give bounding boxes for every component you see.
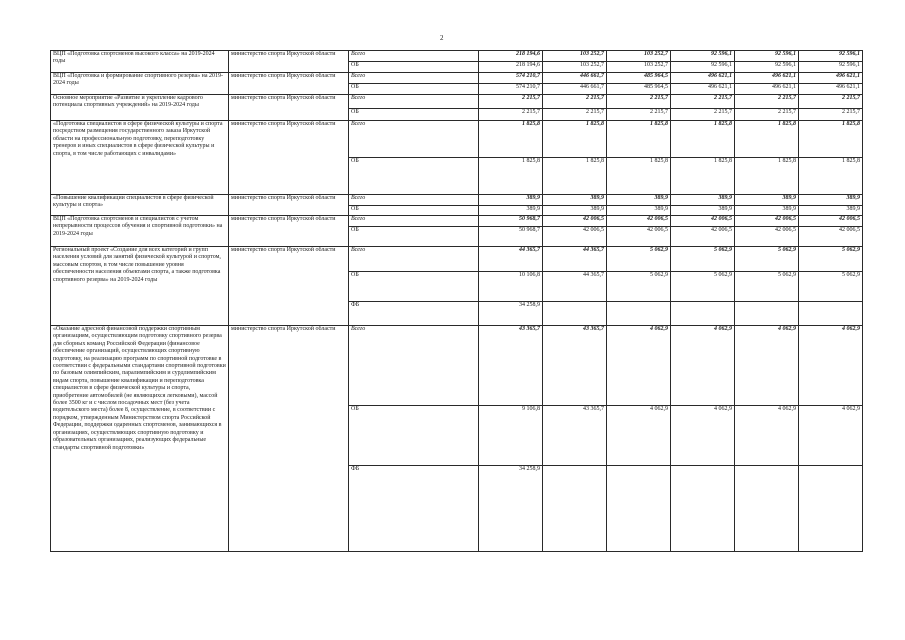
amount-cell <box>671 466 735 552</box>
amount-cell: 44 365,7 <box>479 247 543 272</box>
amount-cell: 389,9 <box>671 195 735 206</box>
funding-source-label: ОБ <box>351 84 359 90</box>
amount-cell: 1 825,8 <box>671 121 735 158</box>
responsible-executor: министерство спорта Иркутской области <box>229 326 349 552</box>
amount-cell: 50 968,7 <box>479 216 543 227</box>
funding-source <box>349 51 479 62</box>
amount-cell: 2 215,7 <box>799 95 863 109</box>
responsible-executor: министерство спорта Иркутской области <box>229 195 349 216</box>
amount-cell: 42 006,5 <box>671 227 735 247</box>
table-row <box>51 195 863 206</box>
funding-source-label: ОБ <box>351 62 359 68</box>
funding-source <box>349 206 479 216</box>
funding-source-label: ОБ <box>351 109 359 115</box>
amount-cell: 2 215,7 <box>543 109 607 121</box>
amount-cell: 1 825,8 <box>543 121 607 158</box>
amount-cell: 5 062,9 <box>735 247 799 272</box>
amount-cell: 4 062,9 <box>607 326 671 406</box>
amount-cell: 42 006,5 <box>543 216 607 227</box>
amount-cell <box>543 302 607 326</box>
program-name: «Повышение квалификации специалистов в сфере физической культуры и спорта» <box>51 195 229 216</box>
amount-cell: 2 215,7 <box>799 109 863 121</box>
amount-cell: 92 596,1 <box>671 62 735 73</box>
funding-source <box>349 73 479 84</box>
program-name: Региональный проект «Создание для всех категорий и групп населения условий для занятий физической культурой и спортом, массовым спортом, в том числе повышение уровня обеспеченности населения объектами спорта, а также подготовка спортивного резерва» на 2019-2024 годы <box>51 247 229 326</box>
amount-cell: 4 062,9 <box>735 326 799 406</box>
amount-cell: 446 661,7 <box>543 73 607 84</box>
funding-source-label: ФБ <box>351 466 360 472</box>
amount-cell: 2 215,7 <box>671 109 735 121</box>
amount-cell: 92 596,1 <box>671 51 735 62</box>
responsible-executor: министерство спорта Иркутской области <box>229 95 349 121</box>
funding-source-label: ОБ <box>351 158 359 164</box>
funding-source <box>349 302 479 326</box>
amount-cell: 496 621,1 <box>671 84 735 95</box>
amount-cell: 496 621,1 <box>735 73 799 84</box>
amount-cell: 574 210,7 <box>479 73 543 84</box>
amount-cell: 4 062,9 <box>799 406 863 466</box>
table-row <box>51 73 863 84</box>
table-row <box>51 247 863 272</box>
program-name: Основное мероприятие «Развитие и укрепление кадрового потенциала спортивных учреждений» на 2019-2024 годы <box>51 95 229 121</box>
amount-cell: 4 062,9 <box>671 406 735 466</box>
amount-cell <box>799 302 863 326</box>
amount-cell: 42 006,5 <box>671 216 735 227</box>
funding-source <box>349 227 479 247</box>
amount-cell: 34 258,9 <box>479 302 543 326</box>
amount-cell: 5 062,9 <box>607 272 671 302</box>
amount-cell: 5 062,9 <box>671 272 735 302</box>
amount-cell: 389,9 <box>671 206 735 216</box>
amount-cell: 5 062,9 <box>607 247 671 272</box>
amount-cell: 34 258,9 <box>479 466 543 552</box>
amount-cell <box>671 302 735 326</box>
responsible-executor: министерство спорта Иркутской области <box>229 247 349 326</box>
amount-cell: 485 964,5 <box>607 84 671 95</box>
funding-source-label: ОБ <box>351 272 359 278</box>
amount-cell: 42 006,5 <box>607 227 671 247</box>
table-row <box>51 216 863 227</box>
responsible-executor: министерство спорта Иркутской области <box>229 73 349 95</box>
amount-cell: 389,9 <box>799 206 863 216</box>
funding-source-label: Всего <box>351 216 366 222</box>
amount-cell: 42 006,5 <box>799 216 863 227</box>
amount-cell: 1 825,8 <box>735 158 799 195</box>
amount-cell: 103 252,7 <box>607 51 671 62</box>
amount-cell: 1 825,8 <box>735 121 799 158</box>
amount-cell <box>799 466 863 552</box>
amount-cell: 389,9 <box>543 195 607 206</box>
amount-cell: 1 825,8 <box>479 158 543 195</box>
responsible-executor: министерство спорта Иркутской области <box>229 216 349 247</box>
amount-cell: 2 215,7 <box>735 109 799 121</box>
amount-cell: 92 596,1 <box>735 51 799 62</box>
amount-cell: 42 006,5 <box>735 216 799 227</box>
amount-cell: 2 215,7 <box>479 95 543 109</box>
amount-cell: 389,9 <box>543 206 607 216</box>
amount-cell: 4 062,9 <box>735 406 799 466</box>
amount-cell: 2 215,7 <box>607 109 671 121</box>
amount-cell: 574 210,7 <box>479 84 543 95</box>
funding-source-label: ОБ <box>351 227 359 233</box>
amount-cell: 389,9 <box>799 195 863 206</box>
funding-source-label: Всего <box>351 121 366 127</box>
amount-cell: 42 006,5 <box>735 227 799 247</box>
amount-cell: 389,9 <box>735 195 799 206</box>
amount-cell: 1 825,8 <box>607 121 671 158</box>
amount-cell: 1 825,8 <box>671 158 735 195</box>
funding-source-label: Всего <box>351 95 366 101</box>
amount-cell: 43 365,7 <box>543 326 607 406</box>
amount-cell: 2 215,7 <box>671 95 735 109</box>
amount-cell: 42 006,5 <box>799 227 863 247</box>
funding-source-label: Всего <box>351 195 366 201</box>
table-row <box>51 95 863 109</box>
funding-source-label: Всего <box>351 51 366 57</box>
amount-cell: 496 621,1 <box>799 73 863 84</box>
amount-cell: 92 596,1 <box>799 62 863 73</box>
amount-cell: 43 365,7 <box>479 326 543 406</box>
program-name: ВЦП «Подготовка и формирование спортивного резерва» на 2019-2024 годы <box>51 73 229 95</box>
amount-cell: 44 365,7 <box>543 272 607 302</box>
funding-source <box>349 121 479 158</box>
funding-source <box>349 247 479 272</box>
amount-cell: 218 194,6 <box>479 51 543 62</box>
amount-cell: 2 215,7 <box>543 95 607 109</box>
amount-cell <box>735 302 799 326</box>
funding-source-label: Всего <box>351 73 366 79</box>
amount-cell: 92 596,1 <box>799 51 863 62</box>
amount-cell: 1 825,8 <box>799 121 863 158</box>
amount-cell: 4 062,9 <box>607 406 671 466</box>
amount-cell: 389,9 <box>735 206 799 216</box>
funding-source <box>349 84 479 95</box>
amount-cell <box>607 466 671 552</box>
funding-source-label: ОБ <box>351 406 359 412</box>
amount-cell: 4 062,9 <box>671 326 735 406</box>
amount-cell: 389,9 <box>607 195 671 206</box>
funding-source <box>349 62 479 73</box>
amount-cell <box>543 466 607 552</box>
funding-source-label: ФБ <box>351 302 360 308</box>
amount-cell: 2 215,7 <box>607 95 671 109</box>
table-body <box>51 51 863 552</box>
funding-source <box>349 406 479 466</box>
budget-table <box>50 50 863 552</box>
amount-cell: 389,9 <box>479 206 543 216</box>
amount-cell: 42 006,5 <box>543 227 607 247</box>
amount-cell: 9 106,8 <box>479 406 543 466</box>
amount-cell: 10 106,8 <box>479 272 543 302</box>
funding-source <box>349 158 479 195</box>
amount-cell: 50 968,7 <box>479 227 543 247</box>
page-number: 2 <box>440 34 444 42</box>
program-name: «Оказание адресной финансовой поддержки спортивным организациям, осуществляющим подготовку спортивного резерва для сборных команд Российской Федерации (финансовое обеспечение организаций, осуществляющих спортивную подготовку, на реализацию программ по спортивной подготовке в соответствии с федеральными стандартами спортивной подготовки по базовым олимпийским, паралимпийским и сурдлимпийским видам спорта, повышение квалификации и переподготовка специалистов в сфере физической культуры и спорта, приобретение автомобилей (не являющихся легковыми), массой более 3500 кг и с числом посадочных мест (без учета водительского места) более 8, осуществление, в соответствии с порядком, утвержденным Министерством спорта Российской Федерации, поддержки одаренных спортсменов, занимающихся в организациях, осуществляющих спортивную подготовку и образовательных организациях, реализующих федеральные стандарты спортивной подготовки» <box>51 326 229 552</box>
amount-cell: 446 661,7 <box>543 84 607 95</box>
amount-cell: 389,9 <box>479 195 543 206</box>
amount-cell: 1 825,8 <box>479 121 543 158</box>
funding-source <box>349 195 479 206</box>
funding-source <box>349 109 479 121</box>
program-name: ВЦП «Подготовка спортсменов высокого класса» на 2019-2024 годы <box>51 51 229 73</box>
funding-source-label: Всего <box>351 326 366 332</box>
amount-cell: 389,9 <box>607 206 671 216</box>
amount-cell: 1 825,8 <box>607 158 671 195</box>
amount-cell: 43 365,7 <box>543 406 607 466</box>
amount-cell: 2 215,7 <box>735 95 799 109</box>
amount-cell: 2 215,7 <box>479 109 543 121</box>
table-row <box>51 51 863 62</box>
amount-cell: 1 825,8 <box>543 158 607 195</box>
amount-cell: 5 062,9 <box>671 247 735 272</box>
amount-cell: 92 596,1 <box>735 62 799 73</box>
program-name: «Подготовка специалистов в сфере физической культуры и спорта посредством размещения государственного заказа Иркутской области на профессиональную подготовку, переподготовку тренеров и иных специалистов в сфере физической культуры и спорта, в том числе работающих с инвалидами» <box>51 121 229 195</box>
amount-cell: 496 621,1 <box>671 73 735 84</box>
amount-cell: 5 062,9 <box>799 247 863 272</box>
amount-cell: 42 006,5 <box>607 216 671 227</box>
funding-source <box>349 466 479 552</box>
amount-cell: 103 252,7 <box>543 62 607 73</box>
amount-cell: 485 964,5 <box>607 73 671 84</box>
funding-source-label: Всего <box>351 247 366 253</box>
table-row <box>51 326 863 406</box>
amount-cell: 496 621,1 <box>799 84 863 95</box>
funding-source <box>349 216 479 227</box>
amount-cell <box>735 466 799 552</box>
amount-cell: 4 062,9 <box>799 326 863 406</box>
amount-cell: 103 252,7 <box>607 62 671 73</box>
responsible-executor: министерство спорта Иркутской области <box>229 121 349 195</box>
funding-source <box>349 326 479 406</box>
funding-source <box>349 95 479 109</box>
amount-cell: 1 825,8 <box>799 158 863 195</box>
amount-cell: 103 252,7 <box>543 51 607 62</box>
amount-cell <box>607 302 671 326</box>
amount-cell: 44 365,7 <box>543 247 607 272</box>
amount-cell: 5 062,9 <box>799 272 863 302</box>
program-name: ВЦП «Подготовка спортсменов и специалистов с учетом непрерывности процессов обучения и спортивной подготовки» на 2019-2024 годы <box>51 216 229 247</box>
amount-cell: 496 621,1 <box>735 84 799 95</box>
funding-source-label: ОБ <box>351 206 359 212</box>
responsible-executor: министерство спорта Иркутской области <box>229 51 349 73</box>
table-row <box>51 121 863 158</box>
amount-cell: 218 194,6 <box>479 62 543 73</box>
amount-cell: 5 062,9 <box>735 272 799 302</box>
funding-source <box>349 272 479 302</box>
